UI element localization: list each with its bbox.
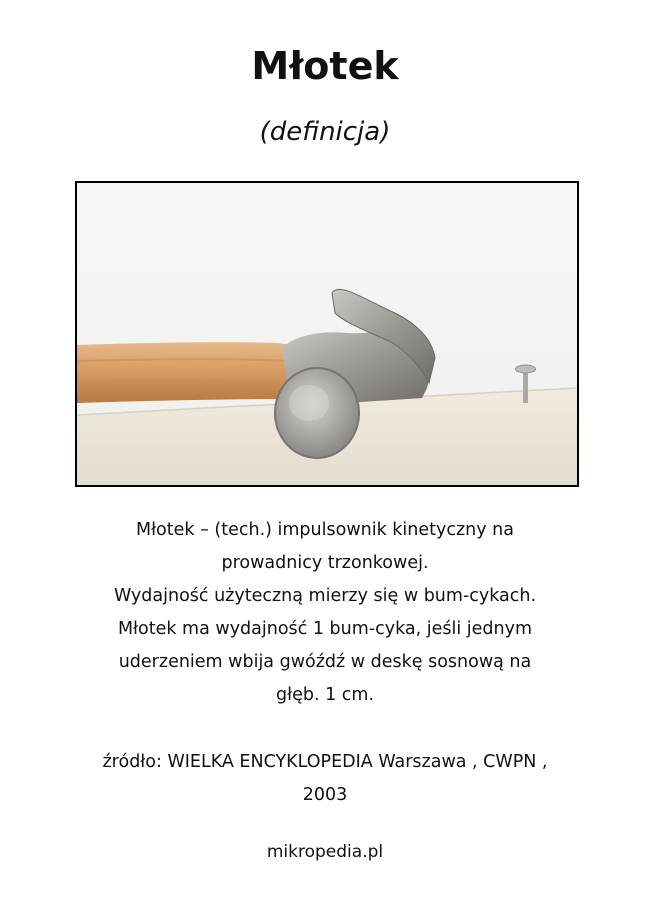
hammer-and-nail-icon — [77, 183, 577, 485]
definition-line: uderzeniem wbija gwóźdź w deskę sosnową na — [118, 652, 532, 672]
definition-line: Młotek – (tech.) impulsownik kinetyczny na — [135, 520, 514, 540]
site-footer-link[interactable]: mikropedia.pl — [266, 842, 384, 862]
source-line: 2003 — [302, 785, 348, 805]
definition-line: głęb. 1 cm. — [275, 685, 374, 705]
page-subtitle: (definicja) — [259, 117, 391, 147]
definition-line: Młotek ma wydajność 1 bum-cyka, jeśli jednym — [117, 619, 533, 639]
page-title: Młotek — [251, 44, 399, 88]
hammer-photo — [75, 181, 579, 487]
source-citation — [75, 746, 575, 812]
source-line: źródło: WIELKA ENCYKLOPEDIA Warszawa , CWPN , — [102, 752, 548, 772]
definition-text — [75, 514, 575, 712]
definition-line: Wydajność użyteczną mierzy się w bum-cykach. — [113, 586, 537, 606]
definition-line: prowadnicy trzonkowej. — [221, 553, 429, 573]
